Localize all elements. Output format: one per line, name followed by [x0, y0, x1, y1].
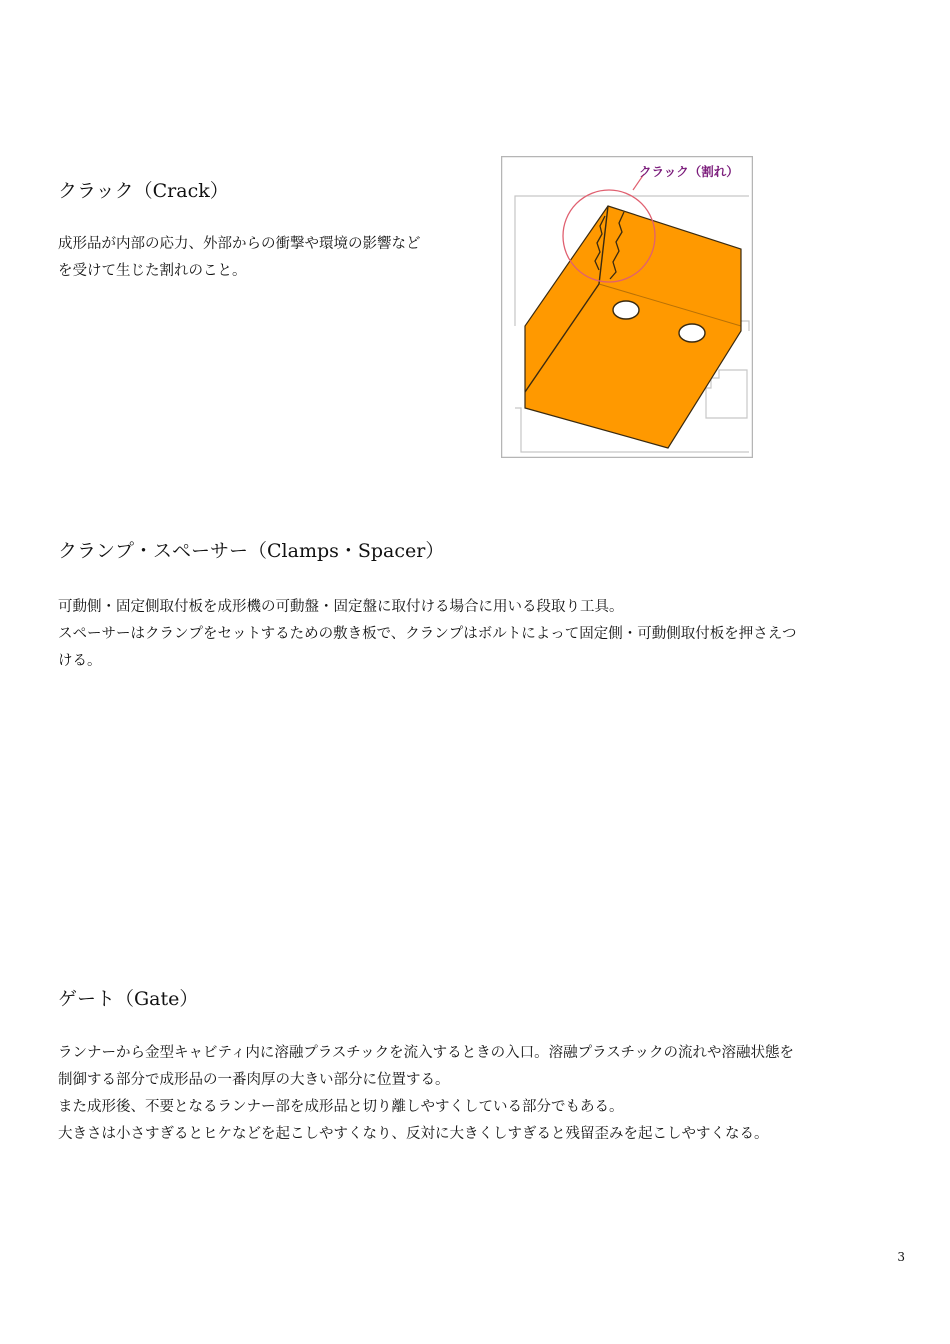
crack-heading: クラック（Crack）: [58, 180, 229, 202]
gate-line-2: 制御する部分で成形品の一番肉厚の大きい部分に位置する。: [58, 1072, 450, 1088]
mounting-hole-1: [613, 301, 639, 319]
mounting-hole-2: [679, 324, 705, 342]
clamps-line-1: 可動側・固定側取付板を成形機の可動盤・固定盤に取付ける場合に用いる段取り工具。: [58, 599, 624, 615]
crack-illustration: [501, 156, 753, 458]
crack-figure-label: クラック（割れ）: [639, 164, 739, 179]
gate-line-3: また成形後、不要となるランナー部を成形品と切り離しやすくしている部分でもある。: [58, 1099, 624, 1115]
page-number: 3: [897, 1250, 905, 1264]
gate-heading: ゲート（Gate）: [58, 988, 199, 1010]
gate-line-4: 大きさは小さすぎるとヒケなどを起こしやすくなり、反対に大きくしすぎると残留歪みを起こしやすくなる。: [58, 1126, 769, 1142]
crack-line-1: 成形品が内部の応力、外部からの衝撃や環境の影響など: [58, 236, 421, 252]
crack-description: [58, 231, 421, 285]
clamps-heading: クランプ・スペーサー（Clamps・Spacer）: [58, 540, 445, 562]
gate-description: [58, 1040, 794, 1148]
crack-line-2: を受けて生じた割れのこと。: [58, 263, 247, 279]
clamps-description: [58, 594, 796, 675]
clamps-line-2: スペーサーはクランプをセットするための敷き板で、クランプはボルトによって固定側・可動側取付板を押さえつ: [58, 626, 797, 642]
gate-line-1: ランナーから金型キャビティ内に溶融プラスチックを流入するときの入口。溶融プラスチックの流れや溶融状態を: [58, 1045, 795, 1061]
clamps-line-3: ける。: [58, 653, 102, 669]
